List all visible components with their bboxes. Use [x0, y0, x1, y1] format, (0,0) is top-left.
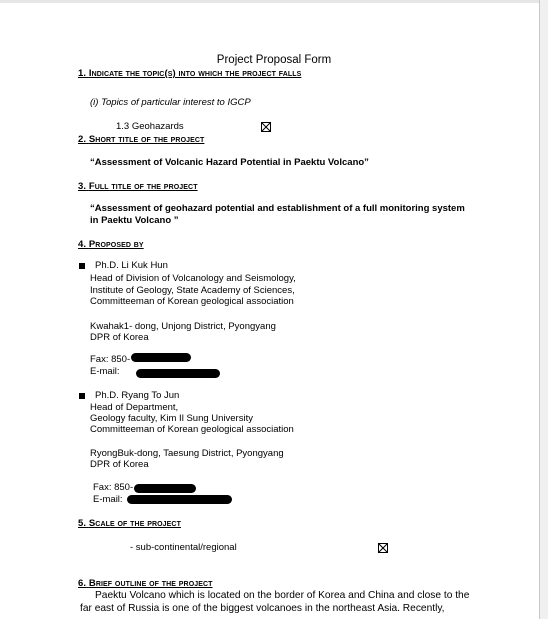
person-1-line-3: Committeeman of Korean geological association — [90, 296, 294, 307]
person-2-address-1: RyongBuk-dong, Taesung District, Pyongyang — [90, 448, 284, 459]
page-title: Project Proposal Form — [216, 54, 332, 66]
section-3-title: Full title of the project — [88, 181, 198, 192]
full-title-line-2: in Paektu Volcano ” — [90, 215, 179, 226]
section-5-title: Scale of the project — [88, 518, 181, 529]
outline-line-2: far east of Russia is one of the biggest volcanoes in the northeast Asia. Recently, — [80, 603, 445, 614]
section-3-number: 3. — [78, 181, 87, 192]
person-1-address-2: DPR of Korea — [90, 332, 149, 343]
section-1-heading — [78, 68, 301, 79]
person-2-line-2: Geology faculty, Kim Il Sung University — [90, 413, 253, 424]
person-2-name: Ph.D. Ryang To Jun — [95, 390, 180, 401]
full-title-line-1: “Assessment of geohazard potential and establishment of a full monitoring system — [90, 203, 465, 214]
section-2-number: 2. — [78, 134, 87, 145]
person-1-email: E-mail: — [90, 366, 120, 377]
person-2-line-3: Committeeman of Korean geological association — [90, 424, 294, 435]
person-1-address-1: Kwahak1- dong, Unjong District, Pyongyang — [90, 321, 276, 332]
person-2-address-2: DPR of Korea — [90, 459, 149, 470]
section-5-heading — [78, 518, 181, 529]
section-6-title: Brief outline of the project — [88, 578, 213, 589]
section-4-title: Proposed by — [88, 239, 144, 250]
fax-redaction-1 — [131, 353, 191, 362]
section-2-title: Short title of the project — [88, 134, 205, 145]
section-6-heading — [78, 578, 213, 589]
person-1-line-2: Institute of Geology, State Academy of Sciences, — [90, 285, 295, 296]
section-4-number: 4. — [78, 239, 87, 250]
section-2-heading — [78, 134, 204, 145]
person-1-line-1: Head of Division of Volcanology and Seismology, — [90, 273, 296, 284]
person-2-fax: Fax: 850- — [93, 482, 134, 493]
outline-line-1: Paektu Volcano which is located on the border of Korea and China and close to the — [95, 590, 470, 601]
x-mark-icon — [379, 544, 387, 552]
section-1-number: 1. — [78, 68, 87, 79]
topic-geohazards: 1.3 Geohazards — [116, 121, 184, 132]
topics-subheading: (i) Topics of particular interest to IGCP — [90, 97, 251, 108]
person-1-fax: Fax: 850- — [90, 354, 131, 365]
email-redaction-2 — [127, 495, 232, 504]
window-top-edge — [0, 0, 548, 3]
section-4-heading — [78, 239, 144, 250]
person-2-email: E-mail: — [93, 494, 123, 505]
short-title-text: “Assessment of Volcanic Hazard Potential in Paektu Volcano” — [90, 157, 369, 168]
scale-item: - sub-continental/regional — [130, 542, 237, 553]
vertical-scrollbar[interactable] — [539, 0, 548, 619]
bullet-person-1 — [79, 263, 85, 269]
section-1-title: Indicate the topic(s) into which the project falls — [88, 68, 302, 79]
email-redaction-1 — [136, 369, 220, 378]
section-5-number: 5. — [78, 518, 87, 529]
section-6-number: 6. — [78, 578, 87, 589]
person-2-line-1: Head of Department, — [90, 402, 179, 413]
bullet-person-2 — [79, 393, 85, 399]
fax-redaction-2 — [134, 484, 196, 493]
x-mark-icon — [262, 123, 270, 131]
person-1-name: Ph.D. Li Kuk Hun — [95, 260, 168, 271]
geohazards-checkbox[interactable] — [261, 122, 271, 132]
section-3-heading — [78, 181, 198, 192]
scale-checkbox[interactable] — [378, 543, 388, 553]
